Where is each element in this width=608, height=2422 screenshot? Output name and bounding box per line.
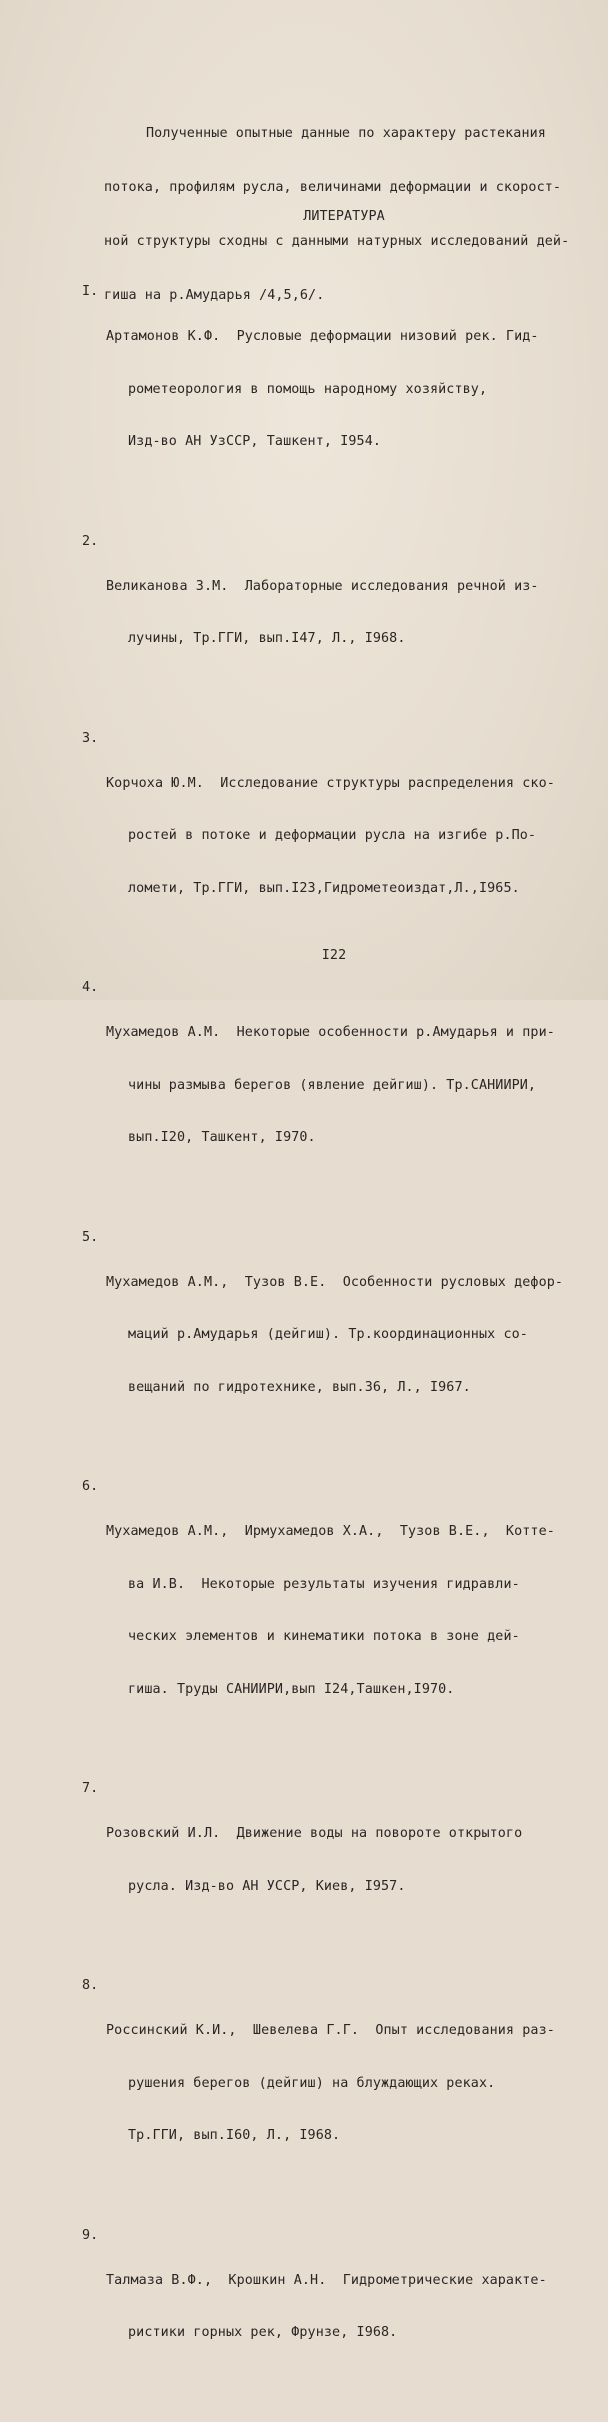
- reference-line: гиша. Труды САНИИРИ,вып I24,Ташкен,I970.: [128, 1681, 455, 1697]
- reference-list: [82, 236, 602, 2422]
- reference-item: [82, 977, 602, 1180]
- intro-line: гиша на р.Амударья /4,5,6/.: [104, 288, 325, 303]
- reference-line: рушения берегов (дейгиш) на блуждающих реках.: [128, 2075, 496, 2091]
- reference-line: Розовский И.Л. Движение воды на повороте открытого: [106, 1826, 523, 1841]
- reference-number: 7.: [82, 1781, 99, 1796]
- reference-item: [82, 728, 602, 931]
- intro-line: Полученные опытные данные по характеру растекания: [146, 126, 546, 141]
- reference-line: ристики горных рек, Фрунзе, I968.: [128, 2325, 398, 2340]
- intro-line: потока, профилям русла, величинами деформации и скорост-: [104, 180, 562, 195]
- reference-line: русла. Изд-во АН УССР, Киев, I957.: [128, 1878, 406, 1894]
- reference-line: Корчоха Ю.М. Исследование структуры распределения ско-: [106, 775, 555, 791]
- reference-item: [82, 1476, 602, 1731]
- reference-line: рометеорология в помощь народному хозяйству,: [128, 381, 488, 397]
- reference-item: [82, 531, 602, 681]
- reference-number: I.: [82, 284, 99, 299]
- reference-line: чины размыва берегов (явление дейгиш). Тр.САНИИРИ,: [128, 1077, 537, 1093]
- reference-number: 4.: [82, 980, 99, 995]
- reference-number: 3.: [82, 730, 99, 746]
- reference-line: Мухамедов А.М., Ирмухамедов Х.А., Тузов В.Е., Котте-: [106, 1524, 555, 1539]
- reference-line: вып.I20, Ташкент, I970.: [128, 1130, 316, 1145]
- reference-number: 6.: [82, 1479, 99, 1494]
- reference-line: маций р.Амударья (дейгиш). Тр.координационных со-: [128, 1327, 528, 1342]
- section-heading: ЛИТЕРАТУРА: [303, 209, 385, 224]
- intro-line: ной структуры сходны с данными натурных исследований дей-: [104, 234, 570, 249]
- reference-item: [82, 2225, 602, 2375]
- reference-line: ческих элементов и кинематики потока в зоне дей-: [128, 1629, 520, 1644]
- page-number: I22: [321, 948, 347, 963]
- reference-line: лучины, Тр.ГГИ, вып.I47, Л., I968.: [128, 631, 406, 646]
- reference-line: Мухамедов А.М., Тузов В.Е. Особенности русловых дефор-: [106, 1274, 564, 1290]
- reference-line: ломети, Тр.ГГИ, вып.I23,Гидрометеоиздат,Л.,I965.: [128, 880, 520, 896]
- reference-number: 2.: [82, 533, 99, 549]
- reference-line: вещаний по гидротехнике, вып.36, Л., I967.: [128, 1379, 471, 1395]
- reference-line: Артамонов К.Ф. Русловые деформации низовий рек. Гид-: [106, 329, 539, 344]
- reference-item: [82, 1227, 602, 1430]
- reference-line: Талмаза В.Ф., Крошкин А.Н. Гидрометрические характе-: [106, 2272, 547, 2288]
- reference-line: Мухамедов А.М. Некоторые особенности р.Амударья и при-: [106, 1025, 555, 1040]
- reference-item: [82, 1778, 602, 1928]
- reference-line: Россинский К.И., Шевелева Г.Г. Опыт исследования раз-: [106, 2023, 555, 2038]
- reference-item: [82, 1975, 602, 2178]
- reference-item: [82, 281, 602, 484]
- reference-number: 8.: [82, 1978, 99, 1993]
- reference-number: 9.: [82, 2227, 99, 2243]
- reference-line: Тр.ГГИ, вып.I60, Л., I968.: [128, 2128, 341, 2143]
- reference-line: ростей в потоке и деформации русла на изгибе р.По-: [128, 828, 537, 843]
- reference-line: Изд-во АН УзССР, Ташкент, I954.: [128, 434, 382, 449]
- reference-line: ва И.В. Некоторые результаты изучения гидравли-: [128, 1576, 520, 1592]
- reference-number: 5.: [82, 1229, 99, 1245]
- reference-line: Великанова З.М. Лабораторные исследования речной из-: [106, 578, 539, 594]
